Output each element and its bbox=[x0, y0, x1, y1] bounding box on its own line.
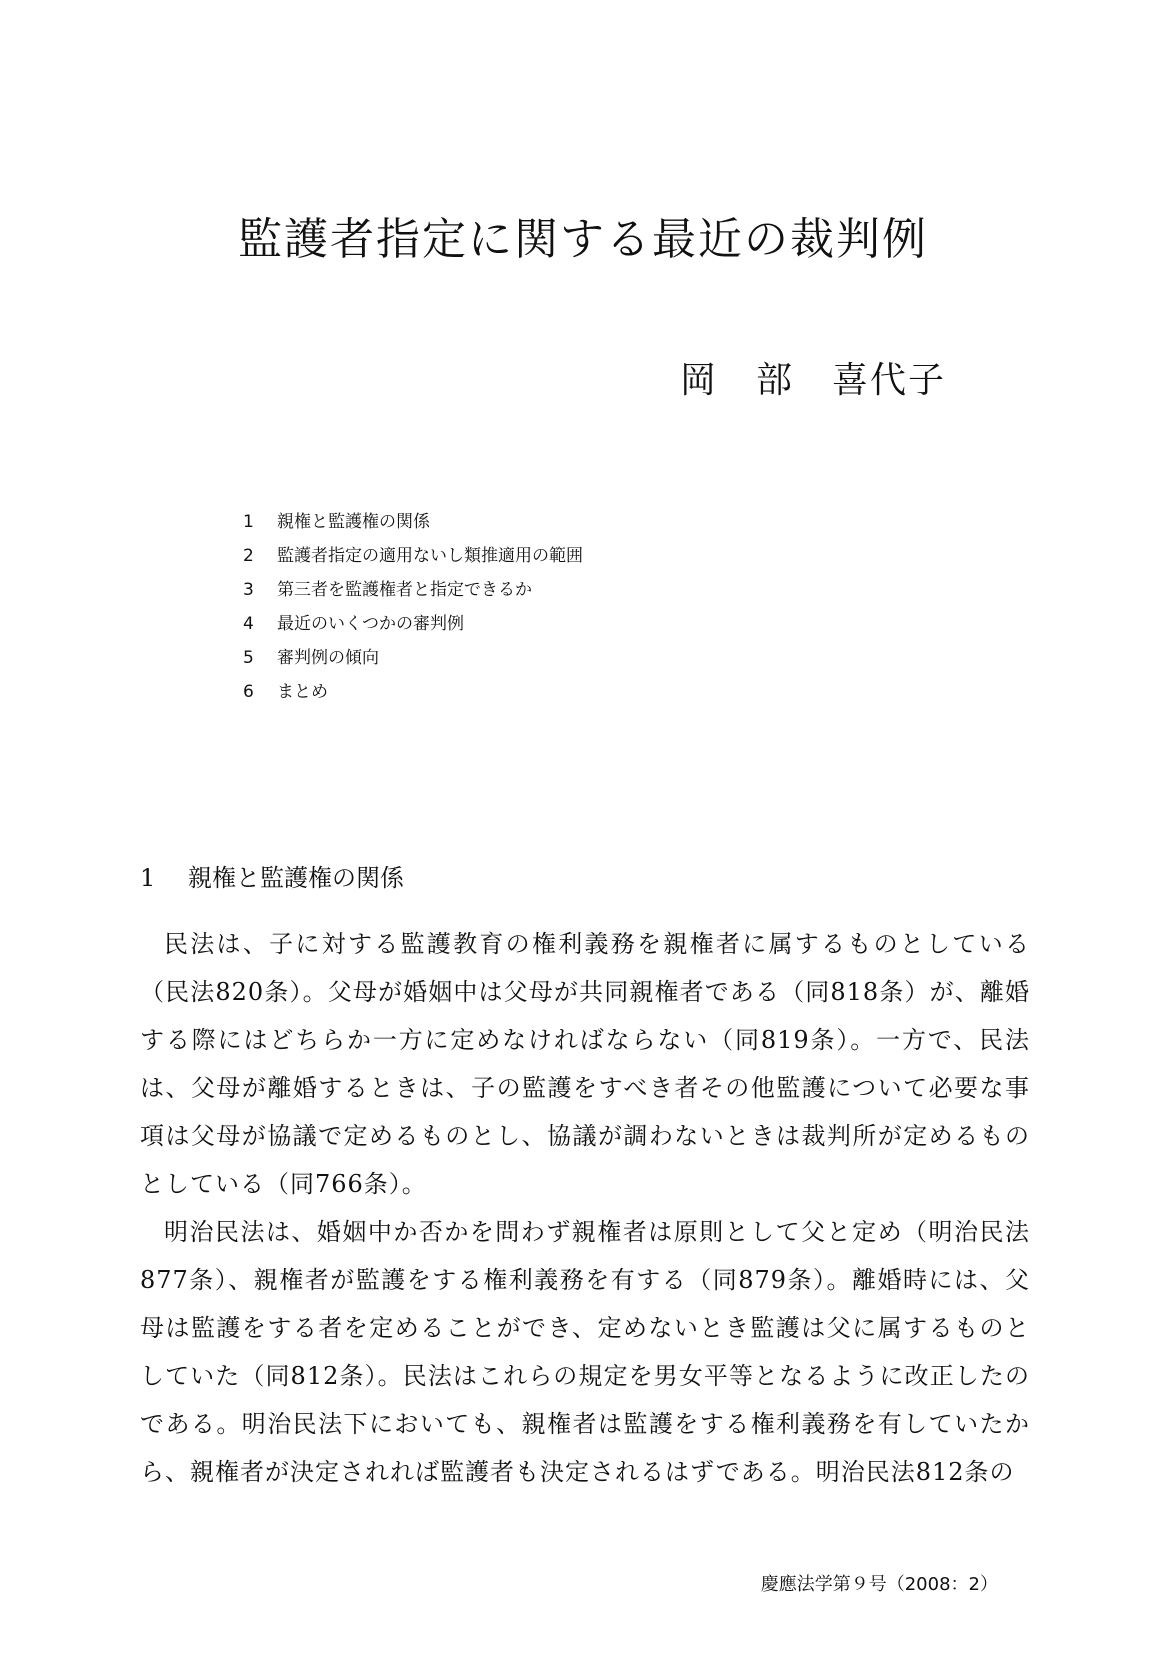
toc-item-label: 審判例の傾向 bbox=[277, 648, 379, 668]
toc-item-number: 2 bbox=[243, 546, 254, 566]
toc-item-number: 5 bbox=[243, 648, 254, 668]
toc-item-label: まとめ bbox=[277, 682, 328, 702]
toc-item bbox=[243, 675, 583, 709]
toc-item-number: 4 bbox=[243, 614, 254, 634]
toc-item-label: 最近のいくつかの審判例 bbox=[277, 614, 464, 634]
toc-item bbox=[243, 505, 583, 539]
author-name: 岡 部 喜代子 bbox=[680, 360, 947, 401]
section-title: 親権と監護権の関係 bbox=[188, 864, 404, 892]
paragraph: 民法は、子に対する監護教育の権利義務を親権者に属するものとしている（民法820条）。父母が婚姻中は父母が共同親権者である（同818条）が、離婚する際にはどちらか一方に定めなければならない（同819条）。一方で、民法は、父母が離婚するときは、子の監護をすべき者その他監護について必要な事項は父母が協議で定めるものとし、協議が調わないときは裁判所が定めるものとしている（同766条）。 bbox=[140, 930, 1030, 1198]
table-of-contents bbox=[243, 505, 583, 709]
toc-item-number: 6 bbox=[243, 682, 254, 702]
toc-item bbox=[243, 539, 583, 573]
page-title: 監護者指定に関する最近の裁判例 bbox=[238, 214, 928, 265]
paragraph: 明治民法は、婚姻中か否かを問わず親権者は原則として父と定め（明治民法877条）、親権者が監護をする権利義務を有する（同879条）。離婚時には、父母は監護をする者を定めることができ、定めないとき監護は父に属するものとしていた（同812条）。民法はこれらの規定を男女平等となるように改正したのである。明治民法下においても、親権者は監護をする権利義務を有していたから、親権者が決定されれば監護者も決定されるはずである。明治民法812条の bbox=[140, 1218, 1030, 1486]
toc-item-number: 3 bbox=[243, 580, 254, 600]
toc-item-label: 第三者を監護権者と指定できるか bbox=[277, 580, 532, 600]
toc-item bbox=[243, 607, 583, 641]
body-text bbox=[140, 920, 1030, 1496]
section-heading bbox=[140, 858, 404, 893]
toc-item-number: 1 bbox=[243, 512, 254, 532]
toc-item-label: 監護者指定の適用ないし類推適用の範囲 bbox=[277, 546, 583, 566]
section-number: 1 bbox=[140, 864, 156, 892]
page-footer: 慶應法学第９号（2008：2） bbox=[760, 1574, 998, 1595]
toc-item bbox=[243, 641, 583, 675]
toc-item bbox=[243, 573, 583, 607]
toc-item-label: 親権と監護権の関係 bbox=[277, 512, 430, 532]
